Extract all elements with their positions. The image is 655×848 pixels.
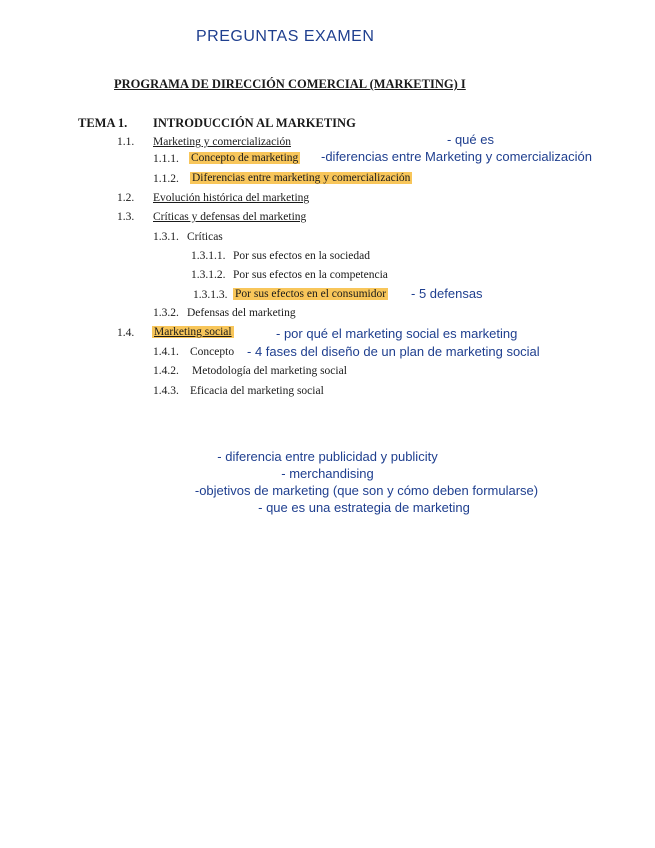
note-que-es: - qué es [447, 132, 494, 147]
bottom-note-estrategia: - que es una estrategia de marketing [258, 500, 470, 515]
outline-item-sociedad: Por sus efectos en la sociedad [233, 250, 371, 262]
outline-number: 1.1.2. [153, 173, 179, 185]
outline-item-competencia: Por sus efectos en la competencia [233, 269, 388, 281]
outline-item-defensas: Defensas del marketing [187, 307, 296, 319]
bottom-note-objetivos: -objetivos de marketing (que son y cómo deben formularse) [194, 483, 539, 498]
outline-number: 1.4.1. [153, 346, 179, 358]
highlight: Por sus efectos en el consumidor [235, 288, 387, 300]
highlight: Diferencias entre marketing y comercialización [192, 172, 411, 184]
note-diferencias: -diferencias entre Marketing y comercialización [321, 149, 592, 164]
note-fases: - 4 fases del diseño de un plan de marketing social [247, 344, 540, 359]
outline-item-evolucion: Evolución histórica del marketing [153, 192, 310, 204]
tema-title: INTRODUCCIÓN AL MARKETING [153, 116, 356, 130]
outline-number: 1.1. [117, 136, 135, 148]
outline-item-eficacia: Eficacia del marketing social [190, 385, 324, 397]
note-defensas: - 5 defensas [411, 286, 483, 301]
outline-number: 1.3.1.1. [191, 250, 226, 262]
outline-number: 1.3.1.3. [193, 289, 228, 301]
outline-item-concepto-marketing [189, 152, 300, 164]
outline-number: 1.4.3. [153, 385, 179, 397]
outline-item-marketing-social [152, 326, 234, 338]
outline-item-diferencias [190, 172, 412, 184]
bottom-note-merchandising: - merchandising [281, 466, 374, 481]
program-title: PROGRAMA DE DIRECCIÓN COMERCIAL (MARKETING) I [114, 77, 466, 91]
outline-number: 1.1.1. [153, 153, 179, 165]
outline-number: 1.3.1. [153, 231, 179, 243]
outline-item-marketing-comercializacion: Marketing y comercialización [153, 136, 291, 148]
outline-item-metodologia: Metodología del marketing social [192, 365, 347, 377]
highlight: Marketing social [154, 326, 232, 338]
note-por-que: - por qué el marketing social es marketing [276, 326, 518, 341]
outline-number: 1.4.2. [153, 365, 179, 377]
outline-item-criticas-defensas: Críticas y defensas del marketing [153, 211, 307, 223]
outline-item-consumidor [233, 288, 388, 300]
outline-item-criticas: Críticas [187, 231, 223, 243]
outline-number: 1.3. [117, 211, 135, 223]
highlight: Concepto de marketing [191, 152, 299, 164]
outline-number: 1.4. [117, 327, 135, 339]
outline-number: 1.2. [117, 192, 135, 204]
bottom-note-publicidad: - diferencia entre publicidad y publicity [217, 449, 438, 464]
tema-number: TEMA 1. [78, 116, 128, 130]
outline-item-concepto: Concepto [190, 346, 235, 358]
outline-number: 1.3.2. [153, 307, 179, 319]
page-title: PREGUNTAS EXAMEN [196, 28, 375, 45]
outline-number: 1.3.1.2. [191, 269, 226, 281]
